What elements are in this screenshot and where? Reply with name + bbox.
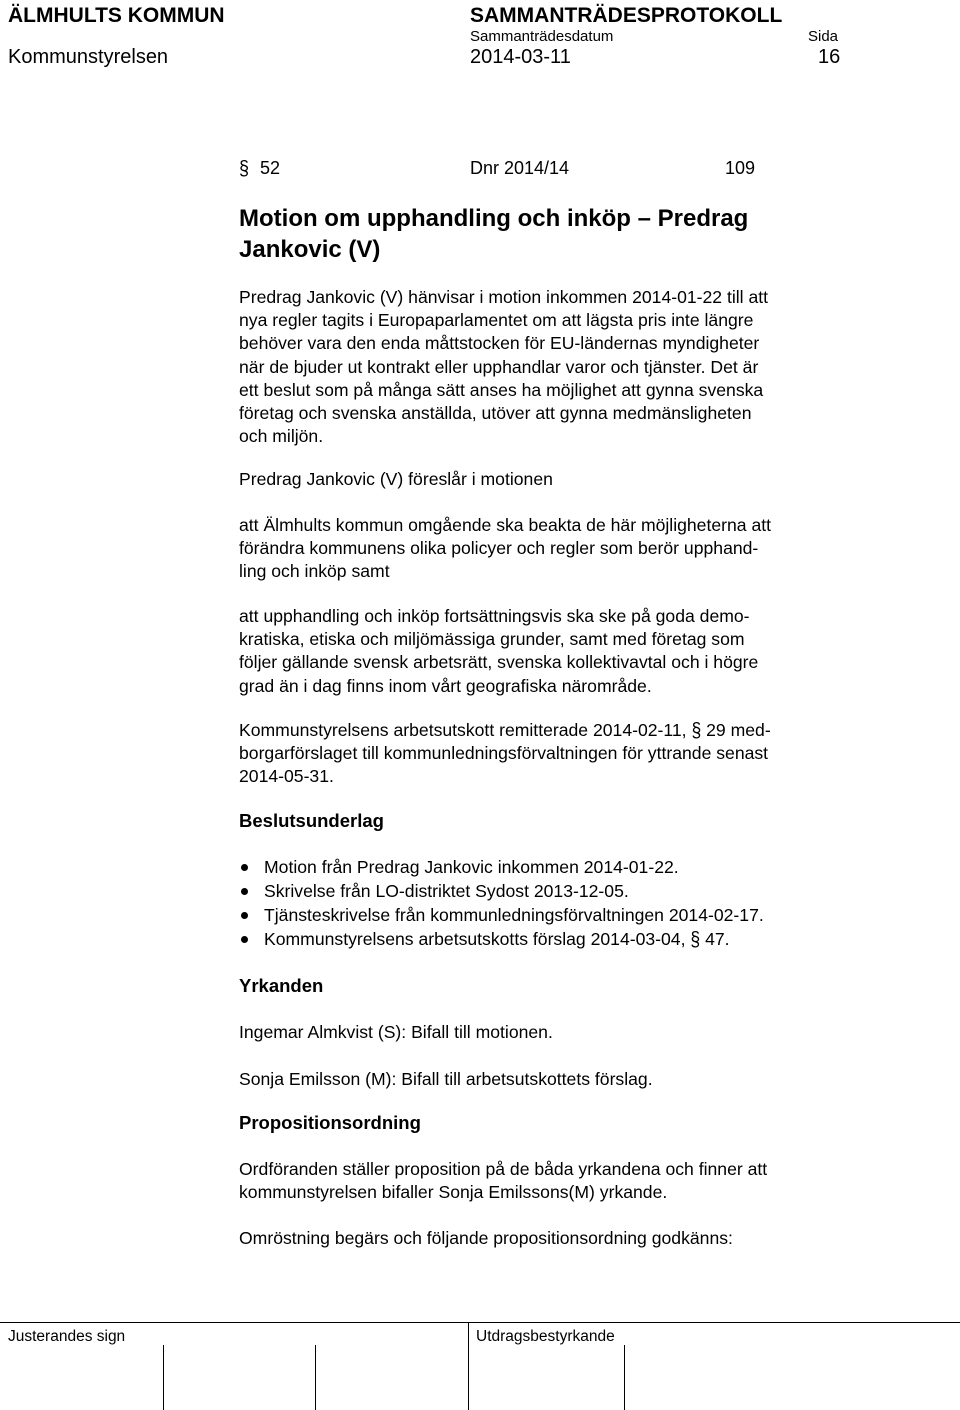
text-line: när de bjuder ut kontrakt eller upphandlar varor och tjänster. Det är: [239, 356, 759, 377]
page-number: 16: [818, 46, 841, 68]
text-line: kratiska, etiska och miljömässiga grunder, samt med företag som: [239, 629, 745, 650]
municipality-name: ÄLMHULTS KOMMUN: [8, 4, 225, 27]
signature-box-divider: [468, 1322, 469, 1410]
text-line: ling och inköp samt: [239, 561, 390, 582]
paragraph-symbol: §: [239, 156, 250, 180]
basis-heading: Beslutsunderlag: [239, 810, 384, 831]
case-number: [239, 158, 280, 179]
date-label: Sammanträdesdatum: [470, 28, 614, 45]
claim-2: Sonja Emilsson (M): Bifall till arbetsutskottets förslag.: [239, 1069, 653, 1089]
footer-divider: [0, 1322, 960, 1323]
committee-name: Kommunstyrelsen: [8, 46, 169, 68]
basis-list: [239, 855, 764, 951]
bullet-icon: [241, 864, 248, 871]
case-paragraph: 52: [260, 158, 281, 178]
text-line: företag och svenska anställda, utöver att gynna medmänsligheten: [239, 403, 752, 424]
signature-box-divider: [163, 1345, 164, 1410]
intro-paragraph: [239, 286, 768, 448]
adjust-sign-label: Justerandes sign: [8, 1328, 126, 1345]
case-code: 109: [725, 158, 756, 178]
claims-heading: Yrkanden: [239, 975, 324, 996]
text-line: grad än i dag finns inom vårt geografiska närområde.: [239, 675, 652, 696]
text-line: borgarförslaget till kommunledningsförvaltningen för yttrande senast: [239, 743, 769, 764]
proposition-paragraph: [239, 1158, 767, 1204]
vote-line: Omröstning begärs och följande propositionsordning godkänns:: [239, 1228, 733, 1248]
text-line: Predrag Jankovic (V) hänvisar i motion inkommen 2014-01-22 till att: [239, 287, 769, 307]
page-label: Sida: [808, 28, 839, 45]
dnr: Dnr 2014/14: [470, 158, 570, 178]
text-line: kommunstyrelsen bifaller Sonja Emilssons(M) yrkande.: [239, 1182, 668, 1203]
protocol-title: SAMMANTRÄDESPROTOKOLL: [470, 4, 783, 27]
title-line: Motion om upphandling och inköp – Predrag: [239, 205, 749, 232]
proposal-1: [239, 514, 771, 584]
list-item: Motion från Predrag Jankovic inkommen 2014-01-22.: [239, 855, 764, 879]
text-line: förändra kommunens olika policyer och regler som berör upphand-: [239, 538, 759, 559]
claim-1: Ingemar Almkvist (S): Bifall till motionen.: [239, 1022, 553, 1042]
list-item: Tjänsteskrivelse från kommunledningsförvaltningen 2014-02-17.: [239, 903, 764, 927]
signature-box-divider: [624, 1345, 625, 1410]
text-line: Ordföranden ställer proposition på de båda yrkandena och finner att: [239, 1159, 768, 1179]
remit-paragraph: [239, 719, 771, 789]
proposal-2: [239, 605, 758, 698]
text-line: att upphandling och inköp fortsättningsvis ska ske på goda demo-: [239, 606, 750, 626]
paragraph-symbol: §: [691, 718, 702, 742]
proposition-heading: Propositionsordning: [239, 1112, 421, 1133]
list-item: Skrivelse från LO-distriktet Sydost 2013-12-05.: [239, 879, 764, 903]
text-line: ett beslut som på många sätt anses ha möjlighet att gynna svenska: [239, 379, 764, 400]
meeting-date: 2014-03-11: [470, 46, 571, 68]
text-line: 2014-05-31.: [239, 766, 334, 787]
page-title: [239, 203, 748, 265]
text-line: behöver vara den enda måttstocken för EU-ländernas myndigheter: [239, 333, 760, 354]
text-line: följer gällande svensk arbetsrätt, svenska kollektivavtal och i högre: [239, 652, 759, 673]
bullet-icon: [241, 912, 248, 919]
text-line: att Älmhults kommun omgående ska beakta de här möjligheterna att: [239, 515, 772, 535]
paragraph-symbol: §: [690, 927, 701, 951]
signature-box-divider: [315, 1345, 316, 1410]
text-line: [239, 719, 771, 742]
remit-text: 29 med-: [706, 720, 771, 740]
proposal-intro: Predrag Jankovic (V) föreslår i motionen: [239, 469, 553, 489]
text-line: och miljön.: [239, 426, 324, 447]
bullet-icon: [241, 888, 248, 895]
remit-text: Kommunstyrelsens arbetsutskott remitterade 2014-02-11,: [239, 720, 687, 740]
certify-label: Utdragsbestyrkande: [476, 1328, 615, 1345]
title-line: Jankovic (V): [239, 236, 381, 263]
list-item: Kommunstyrelsens arbetsutskotts förslag 2014-03-04, § 47.: [239, 927, 764, 951]
bullet-icon: [241, 936, 248, 943]
text-line: nya regler tagits i Europaparlamentet om att lägsta pris inte längre: [239, 310, 754, 331]
